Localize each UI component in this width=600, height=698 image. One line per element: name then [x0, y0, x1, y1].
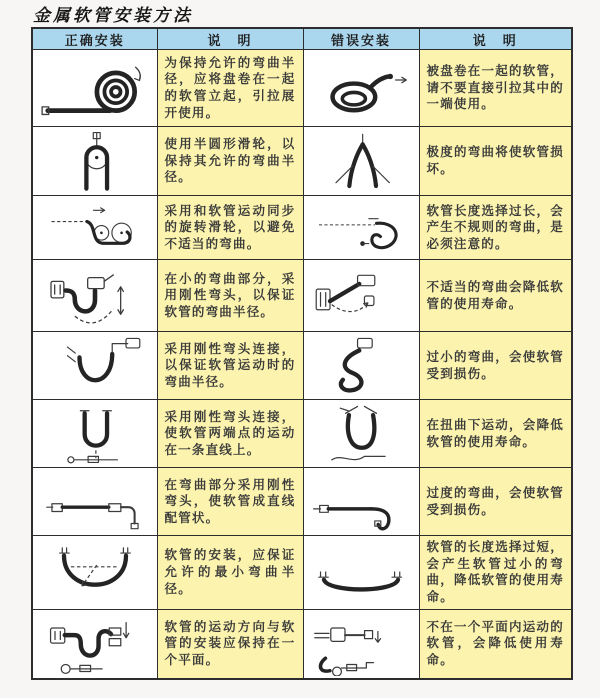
correct-description: 采用刚性弯头连接，使软管两端点的运动在一条直线上。: [157, 400, 303, 468]
correct-image-cell: [32, 400, 157, 468]
hose-over-semicircular-pulley-illustration: [37, 130, 153, 192]
wrong-description: 被盘卷在一起的软管，请不要直接引拉其中的一端使用。: [419, 50, 572, 127]
hose-motion-in-one-plane-illustration: [37, 612, 153, 676]
wrong-description: 过度的弯曲，会使软管受到损伤。: [419, 468, 572, 536]
page-title: 金属软管安装方法: [33, 6, 193, 26]
correct-image-cell: [32, 50, 157, 127]
correct-image-cell: [32, 609, 157, 679]
u-hose-ends-move-in-line-illustration: [37, 403, 153, 465]
table-row: [32, 196, 572, 260]
wrong-description: 在扭曲下运动，会降低软管的使用寿命。: [419, 400, 572, 468]
table-row: [32, 400, 572, 468]
correct-image-cell: [32, 468, 157, 536]
wrong-image-cell: [303, 609, 419, 679]
wrong-description: 软管的长度选择过短，会产生软管过小的弯曲，降低软管的使用寿命。: [419, 536, 572, 610]
table-row: [32, 609, 572, 679]
hose-too-small-bend-curl-illustration: [307, 335, 415, 397]
correct-image-cell: [32, 332, 157, 400]
wrong-image-cell: [303, 536, 419, 610]
wrong-description: 不在一个平面内运动的软管，会降低使用寿命。: [419, 609, 572, 679]
correct-description: 软管的运动方向与软管的安装应保持在一个平面。: [157, 609, 303, 679]
wrong-image-cell: [303, 332, 419, 400]
header-wrong-install: 错误安装: [303, 28, 419, 50]
u-hose-minimum-bend-radius-illustration: [37, 541, 153, 603]
table-row: [32, 127, 572, 196]
wrong-image-cell: [303, 468, 419, 536]
correct-description: 在弯曲部分采用刚性弯头，使软管成直线配管状。: [157, 468, 303, 536]
wrong-description: 过小的弯曲，会使软管受到损伤。: [419, 332, 572, 400]
correct-image-cell: [32, 196, 157, 260]
header-description-left: 说 明: [157, 28, 303, 50]
wrong-image-cell: [303, 400, 419, 468]
coiled-hose-unroll-illustration: [37, 54, 153, 122]
header-description-right: 说 明: [419, 28, 572, 50]
correct-image-cell: [32, 260, 157, 332]
wrong-image-cell: [303, 127, 419, 196]
hose-with-rotating-pulleys-illustration: [37, 199, 153, 257]
hose-extreme-sharp-bend-illustration: [307, 131, 415, 191]
coiled-hose-direct-pull-illustration: [307, 56, 415, 120]
wrong-description: 不适当的弯曲会降低软管的使用寿命。: [419, 260, 572, 332]
correct-description: 软管的安装，应保证允许的最小弯曲半径。: [157, 536, 303, 610]
installation-guide-table: [31, 27, 573, 680]
rigid-elbow-at-small-bend-illustration: [37, 263, 153, 329]
u-hose-twisted-motion-illustration: [307, 403, 415, 465]
hose-motion-out-of-plane-illustration: [307, 612, 415, 676]
header-correct-install: 正确安装: [32, 28, 157, 50]
wrong-image-cell: [303, 196, 419, 260]
table-row: [32, 332, 572, 400]
wrong-description: 极度的弯曲将使软管损坏。: [419, 127, 572, 196]
correct-description: 为保持允许的弯曲半径，应将盘卷在一起的软管立起，引拉展开使用。: [157, 50, 303, 127]
improper-bend-at-joint-illustration: [307, 265, 415, 327]
straight-hose-with-rigid-elbow-illustration: [37, 471, 153, 533]
table-header-row: [32, 28, 572, 50]
wrong-image-cell: [303, 260, 419, 332]
correct-description: 使用半圆形滑轮，以保持其允许的弯曲半径。: [157, 127, 303, 196]
correct-description: 采用和软管运动同步的旋转滑轮，以避免不适当的弯曲。: [157, 196, 303, 260]
short-hose-overstretched-illustration: [307, 541, 415, 603]
u-hose-rigid-elbow-connection-illustration: [37, 335, 153, 397]
table-row: [32, 468, 572, 536]
correct-image-cell: [32, 127, 157, 196]
wrong-image-cell: [303, 50, 419, 127]
correct-description: 在小的弯曲部分，采用刚性弯头，以保证软管的弯曲半径。: [157, 260, 303, 332]
overlong-hose-irregular-bend-illustration: [307, 200, 415, 256]
table-row: [32, 50, 572, 127]
hose-excessive-end-bend-illustration: [307, 471, 415, 533]
table-row: [32, 536, 572, 610]
correct-image-cell: [32, 536, 157, 610]
wrong-description: 软管长度选择过长，会产生不规则的弯曲，是必须注意的。: [419, 196, 572, 260]
table-row: [32, 260, 572, 332]
correct-description: 采用刚性弯头连接，以保证软管运动时的弯曲半径。: [157, 332, 303, 400]
